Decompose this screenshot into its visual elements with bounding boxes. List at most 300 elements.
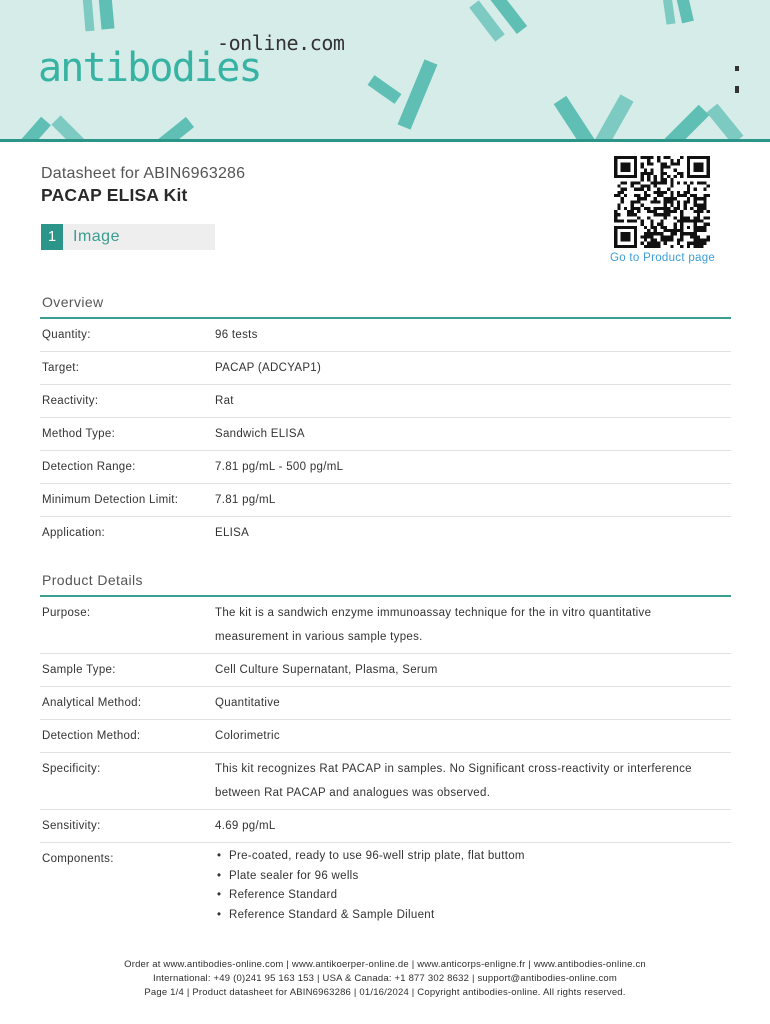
footer-link-cn[interactable]: www.antibodies-online.cn [533,959,646,970]
qr-module [634,188,637,191]
footer-separator: | [528,959,532,970]
qr-module [621,197,624,200]
list-item: • Reference Standard & Sample Diluent [215,906,705,926]
qr-module [690,232,693,235]
qr-module [670,235,673,238]
qr-module [700,207,703,210]
qr-module [707,172,710,175]
qr-module [634,181,637,184]
qr-module [680,245,683,248]
qr-module [621,188,624,191]
footer-link-de[interactable]: www.antikoerper-online.de [291,959,409,970]
qr-module [703,242,706,245]
overview-row-target [40,351,731,384]
qr-module [654,245,657,248]
qr-module [697,181,700,184]
overview-table [40,319,731,549]
qr-module [654,185,657,188]
qr-module [637,210,640,213]
qr-module [640,235,643,238]
antibody-bar [404,62,431,127]
qr-module [670,191,673,194]
qr-module [634,194,637,197]
qr-module [700,175,703,178]
qr-module [693,188,696,191]
qr-module [657,159,660,162]
qr-module [703,204,706,207]
qr-module [667,197,670,200]
qr-module [621,169,624,172]
qr-module [700,166,703,169]
row-value: 4.69 pg/mL [215,820,276,832]
row-label: Reactivity: [42,395,99,407]
qr-module [654,200,657,203]
qr-module [680,229,683,232]
qr-module [617,191,620,194]
qr-module [654,210,657,213]
qr-module [690,175,693,178]
qr-module [624,207,627,210]
qr-module [674,226,677,229]
qr-module [670,162,673,165]
qr-module [664,229,667,232]
qr-module [693,235,696,238]
antibody-icon [667,0,688,24]
qr-module [631,245,634,248]
qr-module [647,178,650,181]
qr-module [703,238,706,241]
qr-module [627,219,630,222]
qr-module [677,229,680,232]
row-label: Detection Method: [42,730,141,742]
antibody-icon [668,108,738,139]
qr-module [647,194,650,197]
footer-link-fr[interactable]: www.anticorps-enligne.fr [417,959,526,970]
qr-module [637,188,640,191]
qr-module [614,210,617,213]
qr-module [697,169,700,172]
row-label: Quantity: [42,329,91,341]
qr-module [703,197,706,200]
qr-module [647,162,650,165]
row-value: This kit recognizes Rat PACAP in samples. No Significant cross-reactivity or interference between Rat PACAP and analogues was observed. [215,763,692,799]
components-list [215,847,705,925]
qr-module [667,210,670,213]
row-label: Specificity: [42,763,101,775]
qr-module [647,207,650,210]
qr-module [614,238,617,241]
qr-module [634,245,637,248]
brand-logo[interactable] [38,30,350,92]
qr-module [627,245,630,248]
qr-module [687,175,690,178]
qr-module [707,235,710,238]
qr-module [614,216,617,219]
row-value: 7.81 pg/mL [215,494,276,506]
qr-module [654,181,657,184]
qr-module [627,232,630,235]
qr-module [631,213,634,216]
qr-module [693,169,696,172]
antibody-bar [160,122,190,139]
qr-module [693,219,696,222]
qr-module [677,219,680,222]
qr-module [637,194,640,197]
overview-row-application [40,516,731,549]
qr-module [617,213,620,216]
qr-module [627,238,630,241]
qr-module [707,169,710,172]
qr-module [677,159,680,162]
qr-module [654,238,657,241]
qr-module [627,169,630,172]
qr-module [697,238,700,241]
qr-module [614,175,617,178]
qr-module [617,194,620,197]
qr-module [664,197,667,200]
qr-module [650,219,653,222]
qr-module [657,181,660,184]
product-details-section [40,568,731,929]
qr-module [614,229,617,232]
antibody-icon [160,122,190,139]
qr-module [640,172,643,175]
qr-module [621,156,624,159]
qr-module [670,178,673,181]
qr-module [697,219,700,222]
qr-module [657,156,660,159]
qr-module [614,194,617,197]
page-header [0,0,770,142]
qr-module [634,213,637,216]
details-row-purpose [40,597,731,653]
qr-module [644,238,647,241]
qr-module [690,181,693,184]
qr-module [697,229,700,232]
antibody-icon [474,0,522,38]
antibody-bar [56,120,82,139]
qr-module [660,181,663,184]
qr-module [674,223,677,226]
qr-module [690,235,693,238]
footer-link-com[interactable]: www.antibodies-online.com [163,959,284,970]
qr-module [670,204,673,207]
qr-module [700,162,703,165]
qr-module [693,232,696,235]
qr-module [657,245,660,248]
row-value: Sandwich ELISA [215,428,305,440]
qr-module [664,162,667,165]
product-details-table [40,597,731,929]
qr-module [693,242,696,245]
qr-module [640,242,643,245]
row-label: Application: [42,527,106,539]
qr-module [624,175,627,178]
qr-module [640,166,643,169]
qr-module [627,210,630,213]
qr-module [654,191,657,194]
qr-module [697,235,700,238]
qr-module [650,223,653,226]
qr-module [637,207,640,210]
qr-code[interactable] [614,156,710,248]
qr-module [650,242,653,245]
antibody-bar [682,0,688,22]
qr-module [684,181,687,184]
qr-module [703,188,706,191]
qr-module [657,200,660,203]
qr-module [624,235,627,238]
qr-module [614,232,617,235]
qr-module [657,194,660,197]
qr-module [664,191,667,194]
qr-module [634,156,637,159]
qr-module [684,232,687,235]
row-label: Target: [42,362,80,374]
qr-module [647,229,650,232]
qr-module [647,235,650,238]
qr-module [664,178,667,181]
details-row-sensitivity [40,809,731,842]
qr-module [634,166,637,169]
qr-module [621,175,624,178]
qr-module [644,207,647,210]
qr-module [657,213,660,216]
qr-module [680,238,683,241]
qr-module [700,156,703,159]
toc-item-label: Image [73,228,120,245]
qr-module [697,204,700,207]
row-value: 7.81 pg/mL - 500 pg/mL [215,461,344,473]
qr-module [697,226,700,229]
qr-module [660,178,663,181]
antibody-bar [474,4,500,38]
qr-module [703,226,706,229]
qr-module [660,226,663,229]
qr-module [670,194,673,197]
qr-module [697,216,700,219]
qr-module [634,219,637,222]
qr-module [654,226,657,229]
qr-module [677,207,680,210]
qr-module [707,159,710,162]
row-value: Quantitative [215,697,280,709]
qr-module [670,181,673,184]
qr-module [700,169,703,172]
qr-module [644,194,647,197]
qr-module [644,197,647,200]
qr-module [660,194,663,197]
qr-module [634,226,637,229]
qr-module [640,156,643,159]
qr-module [647,185,650,188]
antibody-bar [87,0,90,31]
qr-module [617,245,620,248]
qr-module [667,235,670,238]
qr-module [680,210,683,213]
list-item: • Reference Standard [215,886,705,906]
qr-module [703,216,706,219]
qr-module [654,207,657,210]
product-page-link[interactable]: Go to Product page [610,252,716,264]
qr-module [693,175,696,178]
qr-module [647,245,650,248]
qr-module [660,219,663,222]
qr-module [640,188,643,191]
qr-module [644,235,647,238]
qr-module [637,200,640,203]
qr-module [650,181,653,184]
details-row-detection-method [40,719,731,752]
qr-module [617,226,620,229]
qr-module [627,175,630,178]
toc-item-image[interactable] [41,224,215,250]
qr-module [677,204,680,207]
footer-order-line [0,958,770,972]
qr-module [680,235,683,238]
qr-module [647,175,650,178]
qr-module [664,181,667,184]
qr-module [670,229,673,232]
qr-module [703,207,706,210]
overview-row-method-type [40,417,731,450]
qr-module [690,219,693,222]
qr-module [634,238,637,241]
qr-module [674,229,677,232]
qr-module [667,229,670,232]
qr-module [674,197,677,200]
logo-domain-suffix: -online.com [217,31,345,55]
qr-module [667,207,670,210]
qr-module [664,235,667,238]
qr-module [614,245,617,248]
qr-module [631,181,634,184]
qr-module [697,207,700,210]
footer-support-email[interactable]: support@antibodies-online.com [477,973,617,984]
qr-module [664,204,667,207]
details-row-analytical-method [40,686,731,719]
overview-row-quantity [40,319,731,351]
qr-module [700,226,703,229]
qr-module [700,210,703,213]
qr-module [667,213,670,216]
row-label: Analytical Method: [42,697,142,709]
qr-module [707,223,710,226]
qr-module [647,188,650,191]
qr-module [654,178,657,181]
antibody-icon [371,62,431,127]
qr-module [697,245,700,248]
qr-module [684,207,687,210]
qr-module [624,156,627,159]
qr-module [687,169,690,172]
qr-module [687,191,690,194]
qr-module [660,238,663,241]
qr-module [614,213,617,216]
qr-module [670,185,673,188]
qr-module [634,162,637,165]
qr-module [707,194,710,197]
product-details-heading: Product Details [40,568,731,597]
qr-module [677,162,680,165]
qr-module [621,232,624,235]
qr-module [693,245,696,248]
row-value: Colorimetric [215,730,280,742]
qr-module [700,245,703,248]
qr-module [690,242,693,245]
row-label: Purpose: [42,607,91,619]
qr-module [657,188,660,191]
qr-module [684,191,687,194]
qr-module [687,172,690,175]
qr-module [621,200,624,203]
qr-module [631,207,634,210]
qr-module [693,204,696,207]
qr-module [687,185,690,188]
qr-module [684,200,687,203]
qr-module [664,213,667,216]
qr-module [621,181,624,184]
qr-module [693,162,696,165]
details-row-components [40,842,731,929]
qr-module [667,188,670,191]
qr-module [634,207,637,210]
qr-module [667,200,670,203]
qr-module [614,235,617,238]
qr-module [693,197,696,200]
qr-module [697,175,700,178]
qr-module [700,181,703,184]
qr-module [697,162,700,165]
qr-module [657,242,660,245]
qr-module [684,219,687,222]
qr-module [677,194,680,197]
qr-module [670,245,673,248]
qr-module [687,216,690,219]
qr-module [693,200,696,203]
qr-module [624,169,627,172]
qr-module [631,226,634,229]
qr-module [670,210,673,213]
row-label: Sample Type: [42,664,116,676]
qr-module [660,162,663,165]
qr-module [660,175,663,178]
qr-module [670,159,673,162]
qr-module [664,200,667,203]
qr-module [654,213,657,216]
qr-module [617,156,620,159]
qr-module [667,238,670,241]
qr-module [614,156,617,159]
qr-module [621,162,624,165]
qr-module [693,238,696,241]
qr-module [684,216,687,219]
antibody-bar [105,0,108,29]
qr-module [674,210,677,213]
qr-module [647,242,650,245]
footer-order-prefix: Order at [124,959,161,970]
list-item: • Pre-coated, ready to use 96-well strip plate, flat buttom [215,847,705,867]
qr-module [677,238,680,241]
qr-module [617,185,620,188]
qr-module [664,166,667,169]
qr-module [631,200,634,203]
qr-module [707,185,710,188]
qr-module [624,188,627,191]
qr-module [690,194,693,197]
qr-module [700,219,703,222]
qr-module [664,216,667,219]
